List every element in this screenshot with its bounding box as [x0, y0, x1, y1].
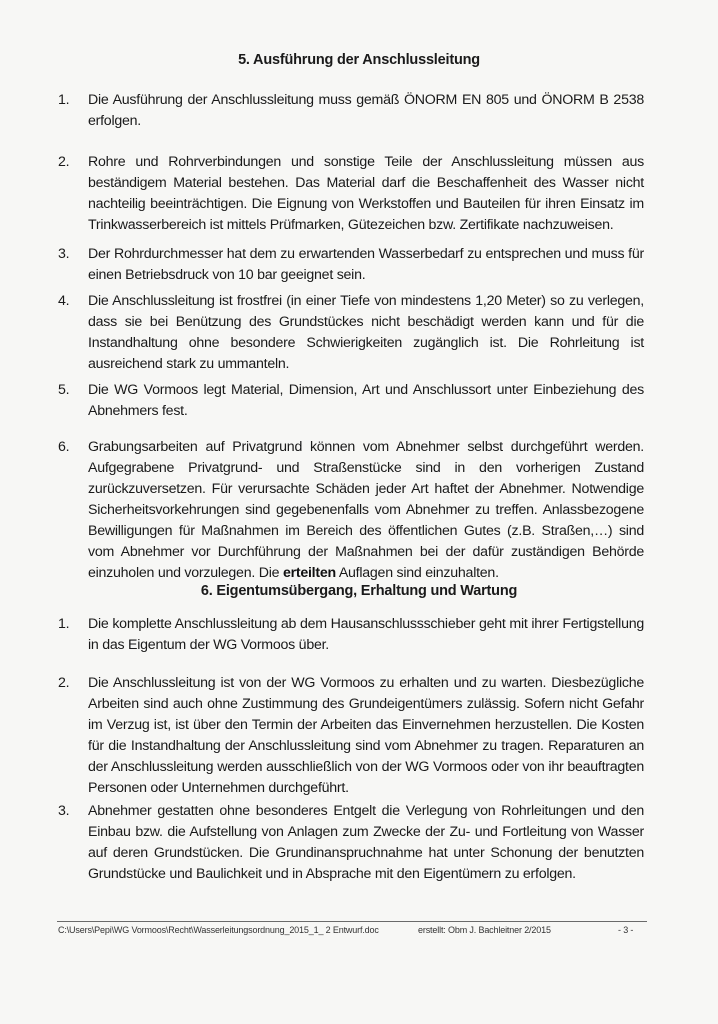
list-item-text: Rohre und Rohrverbindungen und sonstige Teile der Anschlussleitung müssen aus beständigem Material bestehen. Das Material darf die Beschaffenheit des Wasser nicht nachteilig beeinträchtigen. Die Eignung von Werkstoffen und Bauteilen für ihren Einsatz im Trinkwasserbereich ist mittels Prüfmarken, Gütezeichen bzw. Zertifikate nachzuweisen.	[88, 154, 644, 233]
emphasized-word: erteilten	[282, 565, 336, 581]
list-item-number: 1.	[58, 92, 70, 108]
list-item-text: Der Rohrdurchmesser hat dem zu erwartenden Wasserbedarf zu entsprechen und muss für einen Betriebsdruck von 10 bar geeignet sein.	[88, 246, 644, 283]
section-heading-5: 5. Ausführung der Anschlussleitung	[238, 52, 480, 68]
list-item-text: Die komplette Anschlussleitung ab dem Hausanschlussschieber geht mit ihrer Fertigstellung in das Eigentum der WG Vormoos über.	[88, 616, 644, 653]
text-segment: Grabungsarbeiten auf Privatgrund können vom Abnehmer selbst durchgeführt werden. Aufgegrabene Privatgrund- und Straßenstücke sind in den vorherigen Zustand zurückzuversetzen. Für verursachte Schäden jeder Art haftet der Abnehmer. Notwendige Sicherheitsvorkehrungen sind gegebenenfalls vom Abnehmer zu treffen. Anlassbezogene Bewilligungen für Maßnahmen im Bereich des öffentlichen Gutes (z.B. Straßen,…) sind vom Abnehmer vor Durchführung der Maßnahmen bei der dafür zuständigen Behörde einzuholen und vorzulegen. Die	[88, 439, 644, 581]
list-item-number: 3.	[58, 803, 70, 819]
list-item	[58, 437, 644, 584]
list-item	[58, 244, 644, 286]
list-item-text	[88, 437, 644, 584]
list-item	[58, 614, 644, 656]
footer-page-number: - 3 -	[618, 925, 634, 935]
list-item	[58, 152, 644, 236]
list-item-number: 3.	[58, 246, 70, 262]
footer-author: erstellt: Obm J. Bachleitner 2/2015	[418, 925, 551, 935]
list-item-text: Die Anschlussleitung ist frostfrei (in einer Tiefe von mindestens 1,20 Meter) so zu verlegen, dass sie bei Benützung des Grundstückes nicht beschädigt werden kann und für die Instandhaltung ohne besondere Schwierigkeiten zugänglich ist. Die Rohrleitung ist ausreichend stark zu ummanteln.	[88, 293, 644, 372]
list-item	[58, 90, 644, 132]
list-item-number: 4.	[58, 293, 70, 309]
list-item	[58, 801, 644, 885]
section-heading-6: 6. Eigentumsübergang, Erhaltung und Wartung	[200, 583, 518, 599]
list-item-text: Die Anschlussleitung ist von der WG Vormoos zu erhalten und zu warten. Diesbezügliche Arbeiten sind auch ohne Zustimmung des Grundeigentümers zulässig. Sofern nicht Gefahr im Verzug ist, ist über den Termin der Arbeiten das Einvernehmen herzustellen. Die Kosten für die Instandhaltung der Anschlussleitung sind vom Abnehmer zu tragen. Reparaturen an der Anschlussleitung werden ausschließlich von der WG Vormoos oder von ihr beauftragten Personen oder Unternehmen durchgeführt.	[88, 675, 644, 796]
list-item-number: 2.	[58, 675, 70, 691]
text-segment: Auflagen sind einzuhalten.	[335, 565, 499, 581]
list-item	[58, 291, 644, 375]
list-item-number: 6.	[58, 439, 70, 455]
list-item-text: Abnehmer gestatten ohne besonderes Entgelt die Verlegung von Rohrleitungen und den Einbau bzw. die Aufstellung von Anlagen zum Zwecke der Zu- und Fortleitung von Wasser auf deren Grundstücken. Die Grundinanspruchnahme hat unter Schonung der benutzten Grundstücke und Baulichkeit und in Absprache mit den Eigentümern zu erfolgen.	[88, 803, 644, 882]
footer-file-path: C:\Users\Pepi\WG Vormoos\Recht\Wasserleitungsordnung_2015_1_ 2 Entwurf.doc	[58, 925, 379, 935]
list-item	[58, 673, 644, 799]
list-item	[58, 380, 644, 422]
list-item-number: 2.	[58, 154, 70, 170]
list-item-text: Die Ausführung der Anschlussleitung muss gemäß ÖNORM EN 805 und ÖNORM B 2538 erfolgen.	[88, 92, 644, 129]
list-item-number: 1.	[58, 616, 70, 632]
footer-divider	[57, 921, 647, 922]
list-item-text: Die WG Vormoos legt Material, Dimension, Art und Anschlussort unter Einbeziehung des Abnehmers fest.	[88, 382, 644, 419]
list-item-number: 5.	[58, 382, 70, 398]
